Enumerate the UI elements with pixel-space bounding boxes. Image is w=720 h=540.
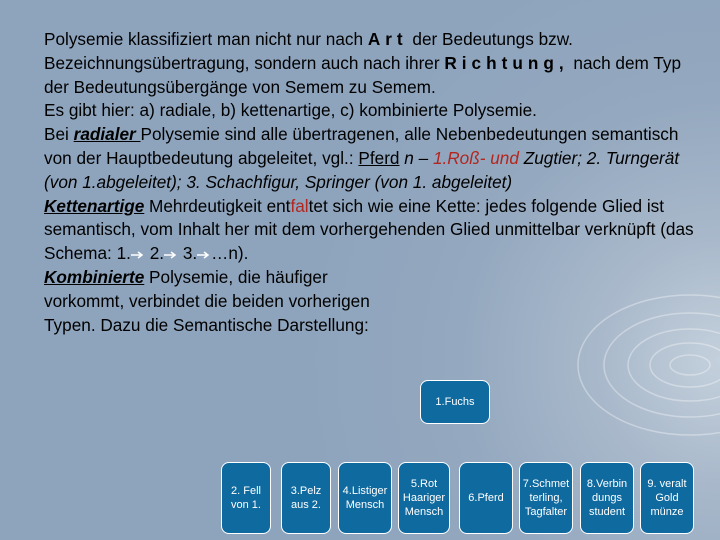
diagram-node: 4.Listiger Mensch [338,462,392,534]
term-kombinierte: Kombinierte [44,266,145,287]
paragraph-chain: Kettenartige Mehrdeutigkeit entfaltet sich wie eine Kette: jedes folgende Glied ist semantisch, vom Inhalt her mit dem vorhergehenden Glied unmittelbar verknüpft (das Schema: 1. 2. 3. …n). [44,195,694,264]
diagram-node: 5.Rot Haariger Mensch [398,462,450,534]
term-art: Art [367,29,408,49]
arrow-icon [197,250,211,260]
paragraph-combined: Kombinierte Polysemie, die häufiger vorkommt, verbindet die beiden vorherigen Typen. Dazu die Semantische Darstellung: [44,266,370,335]
diagram-node: 9. veralt Gold münze [640,462,694,534]
diagram-node: 2. Fell von 1. [221,462,271,534]
arrow-icon [131,250,145,260]
arrow-icon [164,250,178,260]
slide-text [44,28,694,337]
term-richtung: Richtung, [444,52,569,73]
diagram-node: 6.Pferd [459,462,513,534]
paragraph-radial: Bei radialer Polysemie sind alle übertragenen, alle Nebenbedeutungen semantisch von der Hauptbedeutung abgeleitet, vgl.: Pferd n – 1.Roß- und Zugtier; 2. Turngerät (von 1.abgeleitet); 3. Schachfigur, Springer (von 1. abgeleitet) [44,124,680,192]
diagram-root-node: 1.Fuchs [420,380,490,424]
paragraph-intro: Polysemie klassifiziert man nicht nur nach Art der Bedeutungs bzw. Bezeichnungsübertragung, sondern auch nach ihrer Richtung, nach dem Typ der Bedeutungsübergänge von Semem zu Semem. [44,29,682,97]
diagram-node: 3.Pelz aus 2. [281,462,331,534]
diagram-node: 7.Schmet terling, Tagfalter [519,462,573,534]
term-radialer: radialer [73,124,141,145]
paragraph-types: Es gibt hier: a) radiale, b) kettenartige, c) kombinierte Polysemie. [44,100,537,121]
term-kettenartige: Kettenartige [44,195,145,216]
diagram-node: 8.Verbin dungs student [580,462,634,534]
